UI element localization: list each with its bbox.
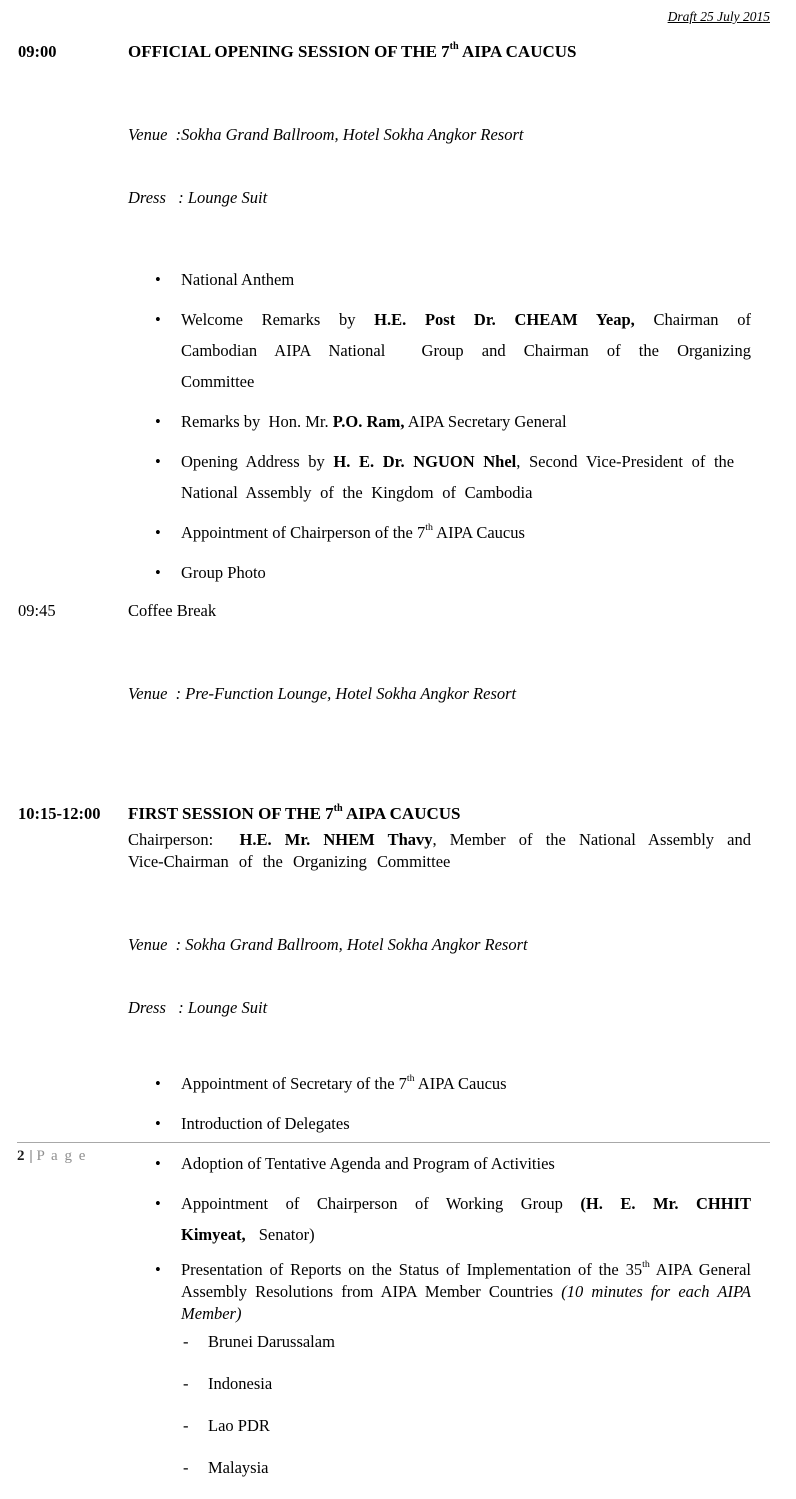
bullet-adoption-agenda: • Adoption of Tentative Agenda and Program of Activities xyxy=(128,1148,751,1179)
bullet-group-photo: • Group Photo xyxy=(128,557,751,588)
session-coffee-break xyxy=(18,599,770,746)
opening-bullet-list xyxy=(128,264,751,588)
first-session-chairperson: Chairperson: H.E. Mr. NHEM Thavy, Member of the National Assembly and Vice-Chairman of the Organizing Committee xyxy=(128,830,751,871)
bullet-appointment-secretary: • Appointment of Secretary of the 7th AIPA Caucus xyxy=(128,1068,751,1099)
first-session-title: FIRST SESSION OF THE 7th AIPA CAUCUS xyxy=(128,802,461,823)
bullet-opening-address: • Opening Address by H. E. Dr. NGUON Nhel, Second Vice-President of the National Assembly of the Kingdom of Cambodia xyxy=(128,446,751,508)
draft-note-text: Draft 25 July 2015 xyxy=(667,9,770,24)
session-opening-title: OFFICIAL OPENING SESSION OF THE 7th AIPA CAUCUS xyxy=(128,40,577,61)
bullet-introduction-delegates: • Introduction of Delegates xyxy=(128,1108,751,1139)
session-opening xyxy=(18,40,770,597)
footer-page-label: P a g e xyxy=(36,1148,87,1164)
bullet-appointment-chairperson: • Appointment of Chairperson of the 7th AIPA Caucus xyxy=(128,517,751,548)
bullet-presentation-reports: • Presentation of Reports on the Status of Implementation of the 35th AIPA General Assembly Resolutions from AIPA Member Countries (10 minutes for each AIPA Member) xyxy=(128,1259,751,1325)
country-item-indonesia: - Indonesia xyxy=(128,1373,751,1395)
bullet-working-group-chairperson: • Appointment of Chairperson of Working Group (H. E. Mr. CHHIT Kimyeat, Senator) xyxy=(128,1188,751,1250)
bullet-welcome-remarks: • Welcome Remarks by H.E. Post Dr. CHEAM Yeap, Chairman of Cambodian AIPA National Group and Chairman of the Organizing Committee xyxy=(128,304,751,397)
time-first-session: 10:15-12:00 xyxy=(18,804,101,823)
time-coffee-break: 09:45 xyxy=(18,601,56,620)
session-coffee-content xyxy=(128,599,770,746)
page-footer xyxy=(17,1142,770,1165)
first-session-venue-line: Venue : Sokha Grand Ballroom, Hotel Sokha Angkor Resort xyxy=(128,935,528,954)
first-session-bullet-list xyxy=(128,1068,751,1325)
country-item-brunei: - Brunei Darussalam xyxy=(128,1331,751,1353)
first-session-venue-block xyxy=(128,892,751,1060)
page-number: 2 xyxy=(17,1148,25,1164)
country-item-malaysia: - Malaysia xyxy=(128,1457,751,1479)
opening-venue-line: Venue :Sokha Grand Ballroom, Hotel Sokha Angkor Resort xyxy=(128,125,524,144)
bullet-remarks-secgen: • Remarks by Hon. Mr. P.O. Ram, AIPA Secretary General xyxy=(128,406,751,437)
footer-separator: | xyxy=(29,1148,33,1164)
coffee-venue-line: Venue : Pre-Function Lounge, Hotel Sokha Angkor Resort xyxy=(128,684,517,703)
time-opening: 09:00 xyxy=(18,42,57,61)
session-opening-content xyxy=(128,40,770,597)
coffee-break-title: Coffee Break xyxy=(128,601,217,620)
bullet-national-anthem: • National Anthem xyxy=(128,264,751,295)
first-session-dress-line: Dress : Lounge Suit xyxy=(128,998,268,1017)
country-list xyxy=(128,1331,751,1479)
country-item-lao-pdr: - Lao PDR xyxy=(128,1415,751,1437)
coffee-venue-block xyxy=(128,641,751,746)
opening-venue-block xyxy=(128,82,751,250)
opening-dress-line: Dress : Lounge Suit xyxy=(128,188,268,207)
draft-note xyxy=(18,8,770,26)
